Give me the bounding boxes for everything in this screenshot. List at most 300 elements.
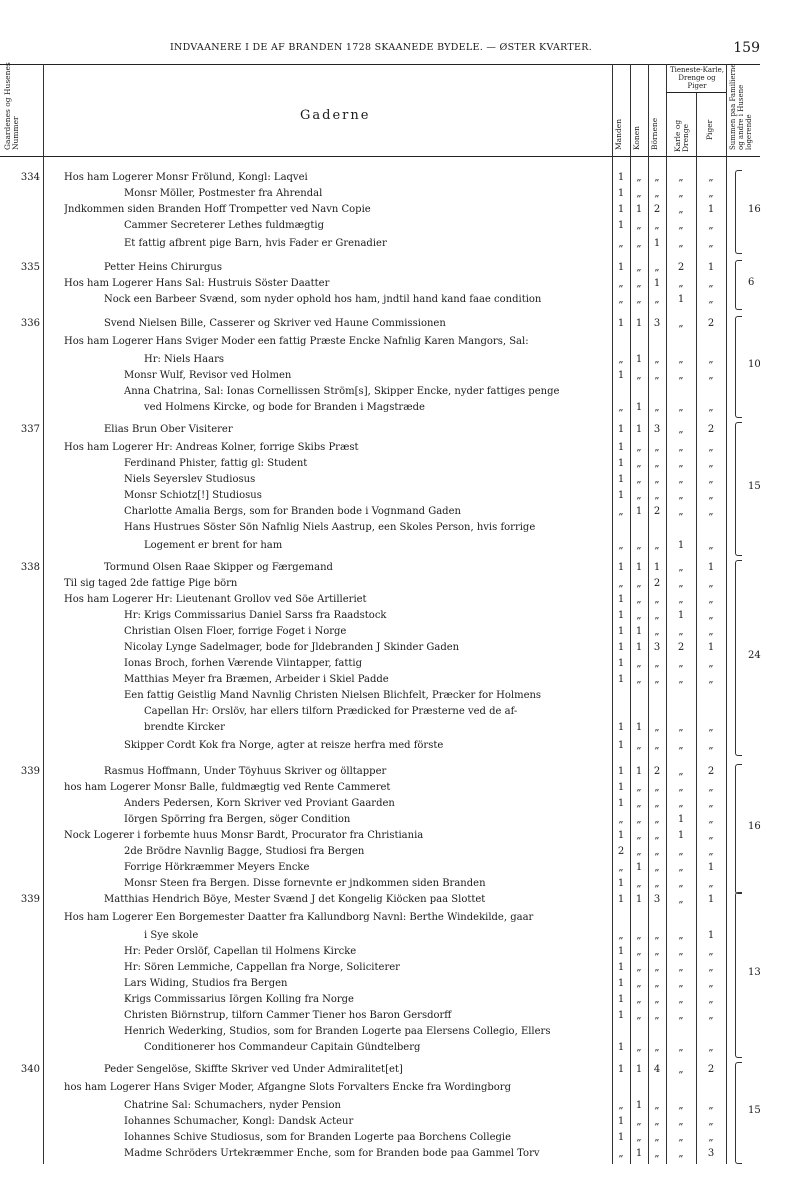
count-cell-p: „ <box>708 610 714 621</box>
count-cell-m: „ <box>618 402 624 413</box>
col-line <box>43 64 44 1164</box>
count-cell-k: „ <box>636 238 642 249</box>
resident-entry: Anders Pedersen, Korn Skriver ved Proviant Gaarden <box>124 798 395 809</box>
house-number: 339 <box>20 894 40 905</box>
count-cell-k: „ <box>636 674 642 685</box>
count-cell-m: 1 <box>617 782 625 793</box>
family-brace <box>735 1062 742 1164</box>
count-cell-d: „ <box>678 474 684 485</box>
resident-entry: Tormund Olsen Raae Skipper og Færgemand <box>104 562 333 573</box>
count-cell-d: „ <box>678 1042 684 1053</box>
count-cell-m: 1 <box>617 594 625 605</box>
count-cell-k: „ <box>636 490 642 501</box>
count-cell-b: „ <box>654 674 660 685</box>
count-cell-m: 1 <box>617 188 625 199</box>
count-cell-m: 1 <box>617 490 625 501</box>
count-cell-m: 1 <box>617 946 625 957</box>
count-cell-k: 1 <box>635 424 643 435</box>
resident-entry: i Sye skole <box>144 930 199 941</box>
col-header-gaderne: Gaderne <box>300 108 371 123</box>
count-cell-b: „ <box>654 594 660 605</box>
count-cell-p: „ <box>708 540 714 551</box>
count-cell-b: „ <box>654 262 660 273</box>
resident-entry: hos ham Logerer Monsr Balle, fuldmægtig ved Rente Cammeret <box>64 782 391 793</box>
count-cell-d: 1 <box>677 830 685 841</box>
count-cell-m: 1 <box>617 722 625 733</box>
count-cell-b: „ <box>654 1116 660 1127</box>
count-cell-b: „ <box>654 846 660 857</box>
count-cell-k: „ <box>636 798 642 809</box>
count-cell-m: 1 <box>617 1042 625 1053</box>
count-cell-k: 1 <box>635 722 643 733</box>
count-cell-b: 3 <box>653 424 661 435</box>
count-cell-k: 1 <box>635 1100 643 1111</box>
count-cell-p: 2 <box>707 766 715 777</box>
count-cell-p: 1 <box>707 642 715 653</box>
family-sum: 16 <box>748 821 761 832</box>
count-cell-p: „ <box>708 830 714 841</box>
count-cell-k: „ <box>636 442 642 453</box>
family-brace <box>735 316 742 418</box>
count-cell-m: 1 <box>617 458 625 469</box>
count-cell-d: „ <box>678 562 684 573</box>
count-cell-b: 4 <box>653 1064 661 1075</box>
resident-entry: Forrige Hörkræmmer Meyers Encke <box>124 862 310 873</box>
count-cell-m: 1 <box>617 204 625 215</box>
count-cell-b: „ <box>654 722 660 733</box>
count-cell-m: „ <box>618 354 624 365</box>
count-cell-k: 1 <box>635 626 643 637</box>
count-cell-b: „ <box>654 370 660 381</box>
family-sum: 16 <box>748 204 761 215</box>
count-cell-b: 2 <box>653 506 661 517</box>
count-cell-b: „ <box>654 626 660 637</box>
count-cell-m: 1 <box>617 442 625 453</box>
count-cell-d: „ <box>678 172 684 183</box>
count-cell-d: „ <box>678 1116 684 1127</box>
count-cell-d: 2 <box>677 642 685 653</box>
resident-entry: Et fattig afbrent pige Barn, hvis Fader er Grenadier <box>124 238 387 249</box>
page-number: 159 <box>733 40 760 56</box>
count-cell-p: 1 <box>707 862 715 873</box>
count-cell-m: 1 <box>617 766 625 777</box>
count-cell-b: „ <box>654 490 660 501</box>
family-brace <box>735 892 742 1058</box>
count-cell-k: 1 <box>635 1148 643 1159</box>
count-cell-b: 3 <box>653 642 661 653</box>
resident-entry: Peder Sengelöse, Skiffte Skriver ved Under Admiralitet[et] <box>104 1064 403 1075</box>
count-cell-k: „ <box>636 458 642 469</box>
count-cell-m: „ <box>618 930 624 941</box>
resident-entry: Hos ham Logerer Een Borgemester Daatter fra Kallundborg Navnl: Berthe Windekilde, gaar <box>64 912 534 923</box>
resident-entry: Hos ham Logerer Monsr Frölund, Kongl: Laqvei <box>64 172 308 183</box>
resident-entry: Til sig taged 2de fattige Pige börn <box>64 578 238 589</box>
resident-entry: Iörgen Spörring fra Bergen, söger Condition <box>124 814 351 825</box>
family-brace <box>735 170 742 254</box>
count-cell-d: „ <box>678 674 684 685</box>
resident-entry: brendte Kircker <box>144 722 225 733</box>
resident-entry: Matthias Meyer fra Bræmen, Arbeider i Skiel Padde <box>124 674 389 685</box>
resident-entry: Hos ham Logerer Hans Sviger Moder een fattig Præste Encke Nafnlig Karen Mangors, Sal: <box>64 336 529 347</box>
count-cell-p: „ <box>708 674 714 685</box>
resident-entry: Svend Nielsen Bille, Casserer og Skriver ved Haune Commissionen <box>104 318 446 329</box>
count-cell-b: „ <box>654 962 660 973</box>
count-cell-k: „ <box>636 930 642 941</box>
resident-entry: Petter Heins Chirurgus <box>104 262 222 273</box>
resident-entry: Capellan Hr: Örslöv, har ellers tilforn Prædicked for Præsterne ved de af- <box>144 706 518 717</box>
count-cell-b: 3 <box>653 318 661 329</box>
count-cell-p: 1 <box>707 930 715 941</box>
count-cell-k: „ <box>636 220 642 231</box>
count-cell-k: 1 <box>635 506 643 517</box>
count-cell-m: 1 <box>617 1116 625 1127</box>
resident-entry: Charlotte Amalia Bergs, som for Branden bode i Vognmand Gaden <box>124 506 461 517</box>
count-cell-k: „ <box>636 594 642 605</box>
count-cell-p: 2 <box>707 424 715 435</box>
count-cell-k: „ <box>636 262 642 273</box>
resident-entry: Jndkommen siden Branden Hoff Trompetter ved Navn Copie <box>64 204 371 215</box>
count-cell-m: 1 <box>617 172 625 183</box>
resident-entry: Nock Logerer i forbemte huus Monsr Bardt, Procurator fra Christiania <box>64 830 424 841</box>
count-cell-p: „ <box>708 1042 714 1053</box>
count-cell-b: 3 <box>653 894 661 905</box>
family-sum: 13 <box>748 967 761 978</box>
count-cell-d: „ <box>678 1100 684 1111</box>
count-cell-d: „ <box>678 626 684 637</box>
resident-entry: Iohannes Schive Studiosus, som for Branden Logerte paa Borchens Collegie <box>124 1132 512 1143</box>
count-cell-p: „ <box>708 1132 714 1143</box>
count-cell-p: „ <box>708 846 714 857</box>
count-cell-m: 1 <box>617 220 625 231</box>
count-cell-b: „ <box>654 220 660 231</box>
count-cell-m: 2 <box>617 846 625 857</box>
count-cell-d: „ <box>678 490 684 501</box>
house-number: 335 <box>20 262 40 273</box>
count-cell-m: „ <box>618 506 624 517</box>
resident-entry: Logement er brent for ham <box>144 540 283 551</box>
count-cell-d: „ <box>678 878 684 889</box>
count-cell-d: „ <box>678 370 684 381</box>
resident-entry: 2de Brödre Navnlig Bagge, Studiosi fra Bergen <box>124 846 365 857</box>
resident-entry: Lars Widing, Studios fra Bergen <box>124 978 288 989</box>
count-cell-d: „ <box>678 220 684 231</box>
count-cell-k: 1 <box>635 204 643 215</box>
count-cell-p: „ <box>708 370 714 381</box>
count-cell-k: 1 <box>635 354 643 365</box>
count-cell-m: 1 <box>617 798 625 809</box>
count-cell-b: „ <box>654 1132 660 1143</box>
count-cell-k: „ <box>636 658 642 669</box>
count-cell-k: 1 <box>635 402 643 413</box>
count-cell-m: 1 <box>617 658 625 669</box>
count-cell-m: „ <box>618 294 624 305</box>
resident-entry: Monsr Steen fra Bergen. Disse fornevnte er jndkommen siden Branden <box>124 878 486 889</box>
count-cell-m: 1 <box>617 674 625 685</box>
count-cell-m: 1 <box>617 740 625 751</box>
count-cell-d: 2 <box>677 262 685 273</box>
count-cell-b: „ <box>654 458 660 469</box>
family-brace <box>735 764 742 894</box>
count-cell-p: „ <box>708 220 714 231</box>
page-header <box>60 40 760 60</box>
count-cell-m: „ <box>618 540 624 551</box>
count-cell-p: „ <box>708 962 714 973</box>
count-cell-p: „ <box>708 238 714 249</box>
count-cell-d: „ <box>678 994 684 1005</box>
house-number: 336 <box>20 318 40 329</box>
col-header-summen: Summen paa Familierne og andre i Husene logerende <box>729 63 753 150</box>
count-cell-k: 1 <box>635 642 643 653</box>
house-number: 339 <box>20 766 40 777</box>
count-cell-p: „ <box>708 978 714 989</box>
count-cell-k: „ <box>636 370 642 381</box>
col-header-bornene: Börnene <box>650 117 659 150</box>
count-cell-b: „ <box>654 402 660 413</box>
count-cell-k: 1 <box>635 766 643 777</box>
count-cell-k: „ <box>636 782 642 793</box>
count-cell-k: „ <box>636 578 642 589</box>
count-cell-m: 1 <box>617 562 625 573</box>
count-cell-p: „ <box>708 188 714 199</box>
count-cell-d: „ <box>678 594 684 605</box>
count-cell-m: „ <box>618 1148 624 1159</box>
resident-entry: Hr: Sören Lemmiche, Cappellan fra Norge, Soliciterer <box>124 962 400 973</box>
resident-entry: Iohannes Schumacher, Kongl: Dandsk Acteur <box>124 1116 354 1127</box>
count-cell-k: „ <box>636 814 642 825</box>
resident-entry: Hos ham Logerer Hr: Andreas Kolner, forrige Skibs Præst <box>64 442 359 453</box>
resident-entry: Chatrine Sal: Schumachers, nyder Pension <box>124 1100 341 1111</box>
count-cell-b: „ <box>654 878 660 889</box>
count-cell-d: „ <box>678 442 684 453</box>
count-cell-d: „ <box>678 782 684 793</box>
count-cell-b: „ <box>654 978 660 989</box>
count-cell-b: „ <box>654 782 660 793</box>
count-cell-k: „ <box>636 946 642 957</box>
count-cell-k: „ <box>636 172 642 183</box>
count-cell-p: 1 <box>707 894 715 905</box>
col-line <box>696 92 697 1164</box>
count-cell-k: „ <box>636 962 642 973</box>
count-cell-m: 1 <box>617 262 625 273</box>
count-cell-k: 1 <box>635 862 643 873</box>
count-cell-m: 1 <box>617 474 625 485</box>
count-cell-k: 1 <box>635 894 643 905</box>
count-cell-p: „ <box>708 626 714 637</box>
family-sum: 15 <box>748 481 761 492</box>
count-cell-m: „ <box>618 578 624 589</box>
count-cell-k: „ <box>636 188 642 199</box>
count-cell-p: „ <box>708 474 714 485</box>
resident-entry: Christian Olsen Floer, forrige Foget i Norge <box>124 626 347 637</box>
family-sum: 24 <box>748 650 761 661</box>
count-cell-k: „ <box>636 1042 642 1053</box>
count-cell-d: „ <box>678 458 684 469</box>
count-cell-b: „ <box>654 830 660 841</box>
count-cell-d: „ <box>678 204 684 215</box>
count-cell-d: „ <box>678 578 684 589</box>
count-cell-p: „ <box>708 722 714 733</box>
resident-entry: Hans Hustrues Söster Sön Nafnlig Niels Aastrup, een Skoles Person, hvis forrige <box>124 522 536 533</box>
resident-entry: Ionas Broch, forhen Værende Viintapper, fattig <box>124 658 362 669</box>
count-cell-d: „ <box>678 930 684 941</box>
count-cell-b: „ <box>654 994 660 1005</box>
count-cell-d: „ <box>678 862 684 873</box>
resident-entry: Cammer Secreterer Lethes fuldmægtig <box>124 220 325 231</box>
count-cell-m: 1 <box>617 626 625 637</box>
count-cell-d: „ <box>678 946 684 957</box>
resident-entry: Monsr Schiotz[!] Studiosus <box>124 490 262 501</box>
count-cell-b: „ <box>654 946 660 957</box>
count-cell-d: „ <box>678 846 684 857</box>
resident-entry: Skipper Cordt Kok fra Norge, agter at reisze herfra med förste <box>124 740 444 751</box>
count-cell-d: „ <box>678 766 684 777</box>
count-cell-b: „ <box>654 798 660 809</box>
count-cell-m: 1 <box>617 424 625 435</box>
resident-entry: Ferdinand Phister, fattig gl: Student <box>124 458 308 469</box>
count-cell-b: „ <box>654 188 660 199</box>
count-cell-b: „ <box>654 294 660 305</box>
resident-entry: Henrich Wederking, Studios, som for Branden Logerte paa Elersens Collegio, Ellers <box>124 1026 551 1037</box>
count-cell-m: 1 <box>617 894 625 905</box>
count-cell-b: „ <box>654 814 660 825</box>
count-cell-d: „ <box>678 318 684 329</box>
count-cell-k: „ <box>636 978 642 989</box>
count-cell-p: 1 <box>707 204 715 215</box>
col-header-konen: Konen <box>632 125 641 150</box>
family-brace <box>735 422 742 556</box>
resident-entry: Hr: Peder Örslöf, Capellan til Holmens Kircke <box>124 946 357 957</box>
count-cell-p: 2 <box>707 318 715 329</box>
count-cell-d: „ <box>678 1010 684 1021</box>
count-cell-b: „ <box>654 862 660 873</box>
count-cell-b: 1 <box>653 238 661 249</box>
resident-entry: Conditionerer hos Commandeur Capitain Gündtelberg <box>144 1042 421 1053</box>
count-cell-m: „ <box>618 238 624 249</box>
count-cell-b: 2 <box>653 578 661 589</box>
count-cell-m: 1 <box>617 1132 625 1143</box>
count-cell-d: „ <box>678 978 684 989</box>
count-cell-p: „ <box>708 740 714 751</box>
count-cell-d: „ <box>678 722 684 733</box>
count-cell-k: 1 <box>635 562 643 573</box>
count-cell-p: „ <box>708 354 714 365</box>
count-cell-k: „ <box>636 1116 642 1127</box>
count-cell-m: „ <box>618 814 624 825</box>
count-cell-p: „ <box>708 994 714 1005</box>
resident-entry: Nock een Barbeer Svænd, som nyder ophold hos ham, jndtil hand kand faae condition <box>104 294 542 305</box>
count-cell-p: „ <box>708 506 714 517</box>
count-cell-d: „ <box>678 238 684 249</box>
resident-entry: Elias Brun Ober Visiterer <box>104 424 233 435</box>
count-cell-p: 1 <box>707 562 715 573</box>
count-cell-d: „ <box>678 1064 684 1075</box>
count-cell-d: „ <box>678 278 684 289</box>
count-cell-b: „ <box>654 1100 660 1111</box>
count-cell-b: „ <box>654 930 660 941</box>
count-cell-b: „ <box>654 474 660 485</box>
count-cell-p: 2 <box>707 1064 715 1075</box>
family-brace <box>735 260 742 310</box>
count-cell-m: 1 <box>617 1064 625 1075</box>
resident-entry: Monsr Wulf, Revisor ved Holmen <box>124 370 292 381</box>
count-cell-b: „ <box>654 1010 660 1021</box>
count-cell-d: „ <box>678 798 684 809</box>
count-cell-p: 3 <box>707 1148 715 1159</box>
count-cell-b: „ <box>654 658 660 669</box>
count-cell-p: „ <box>708 278 714 289</box>
count-cell-d: „ <box>678 740 684 751</box>
count-cell-p: „ <box>708 594 714 605</box>
count-cell-b: „ <box>654 354 660 365</box>
count-cell-p: „ <box>708 1116 714 1127</box>
count-cell-m: „ <box>618 278 624 289</box>
count-cell-b: „ <box>654 442 660 453</box>
resident-entry: Hos ham Logerer Hans Sal: Hustruis Söster Daatter <box>64 278 330 289</box>
resident-entry: Madme Schröders Urtekræmmer Enche, som for Branden bode paa Gammel Torv <box>124 1148 540 1159</box>
count-cell-m: 1 <box>617 642 625 653</box>
count-cell-b: 2 <box>653 766 661 777</box>
count-cell-k: „ <box>636 474 642 485</box>
count-cell-d: „ <box>678 894 684 905</box>
family-sum: 6 <box>748 277 755 288</box>
count-cell-m: 1 <box>617 318 625 329</box>
count-cell-k: „ <box>636 740 642 751</box>
count-cell-d: „ <box>678 424 684 435</box>
resident-entry: Hos ham Logerer Hr: Lieutenant Grollov ved Söe Artilleriet <box>64 594 367 605</box>
count-cell-m: „ <box>618 862 624 873</box>
col-line <box>666 64 667 1164</box>
table-top-rule <box>0 64 760 65</box>
count-cell-k: 1 <box>635 1064 643 1075</box>
resident-entry: ved Holmens Kircke, og bode for Branden i Magstræde <box>144 402 425 413</box>
resident-entry: Nicolay Lynge Sadelmager, bode for Jldebranden J Skinder Gaden <box>124 642 460 653</box>
col-header-piger: Piger <box>705 119 714 140</box>
count-cell-d: 1 <box>677 610 685 621</box>
resident-entry: Monsr Möller, Postmester fra Ahrendal <box>124 188 323 199</box>
count-cell-d: „ <box>678 962 684 973</box>
count-cell-k: „ <box>636 294 642 305</box>
count-cell-k: „ <box>636 994 642 1005</box>
header-bottom-rule <box>0 156 760 157</box>
count-cell-p: „ <box>708 490 714 501</box>
count-cell-k: „ <box>636 1010 642 1021</box>
count-cell-p: „ <box>708 294 714 305</box>
count-cell-k: „ <box>636 610 642 621</box>
count-cell-b: 1 <box>653 562 661 573</box>
count-cell-d: 1 <box>677 814 685 825</box>
count-cell-k: „ <box>636 278 642 289</box>
house-number: 334 <box>20 172 40 183</box>
count-cell-k: „ <box>636 830 642 841</box>
count-cell-d: „ <box>678 354 684 365</box>
count-cell-p: „ <box>708 798 714 809</box>
count-cell-p: „ <box>708 402 714 413</box>
count-cell-p: „ <box>708 946 714 957</box>
count-cell-d: „ <box>678 1132 684 1143</box>
count-cell-m: 1 <box>617 978 625 989</box>
count-cell-p: „ <box>708 172 714 183</box>
count-cell-m: 1 <box>617 610 625 621</box>
house-number: 337 <box>20 424 40 435</box>
count-cell-b: 1 <box>653 278 661 289</box>
count-cell-p: „ <box>708 814 714 825</box>
count-cell-d: 1 <box>677 294 685 305</box>
count-cell-p: „ <box>708 878 714 889</box>
count-cell-p: „ <box>708 578 714 589</box>
count-cell-k: „ <box>636 1132 642 1143</box>
count-cell-k: „ <box>636 846 642 857</box>
count-cell-b: „ <box>654 740 660 751</box>
